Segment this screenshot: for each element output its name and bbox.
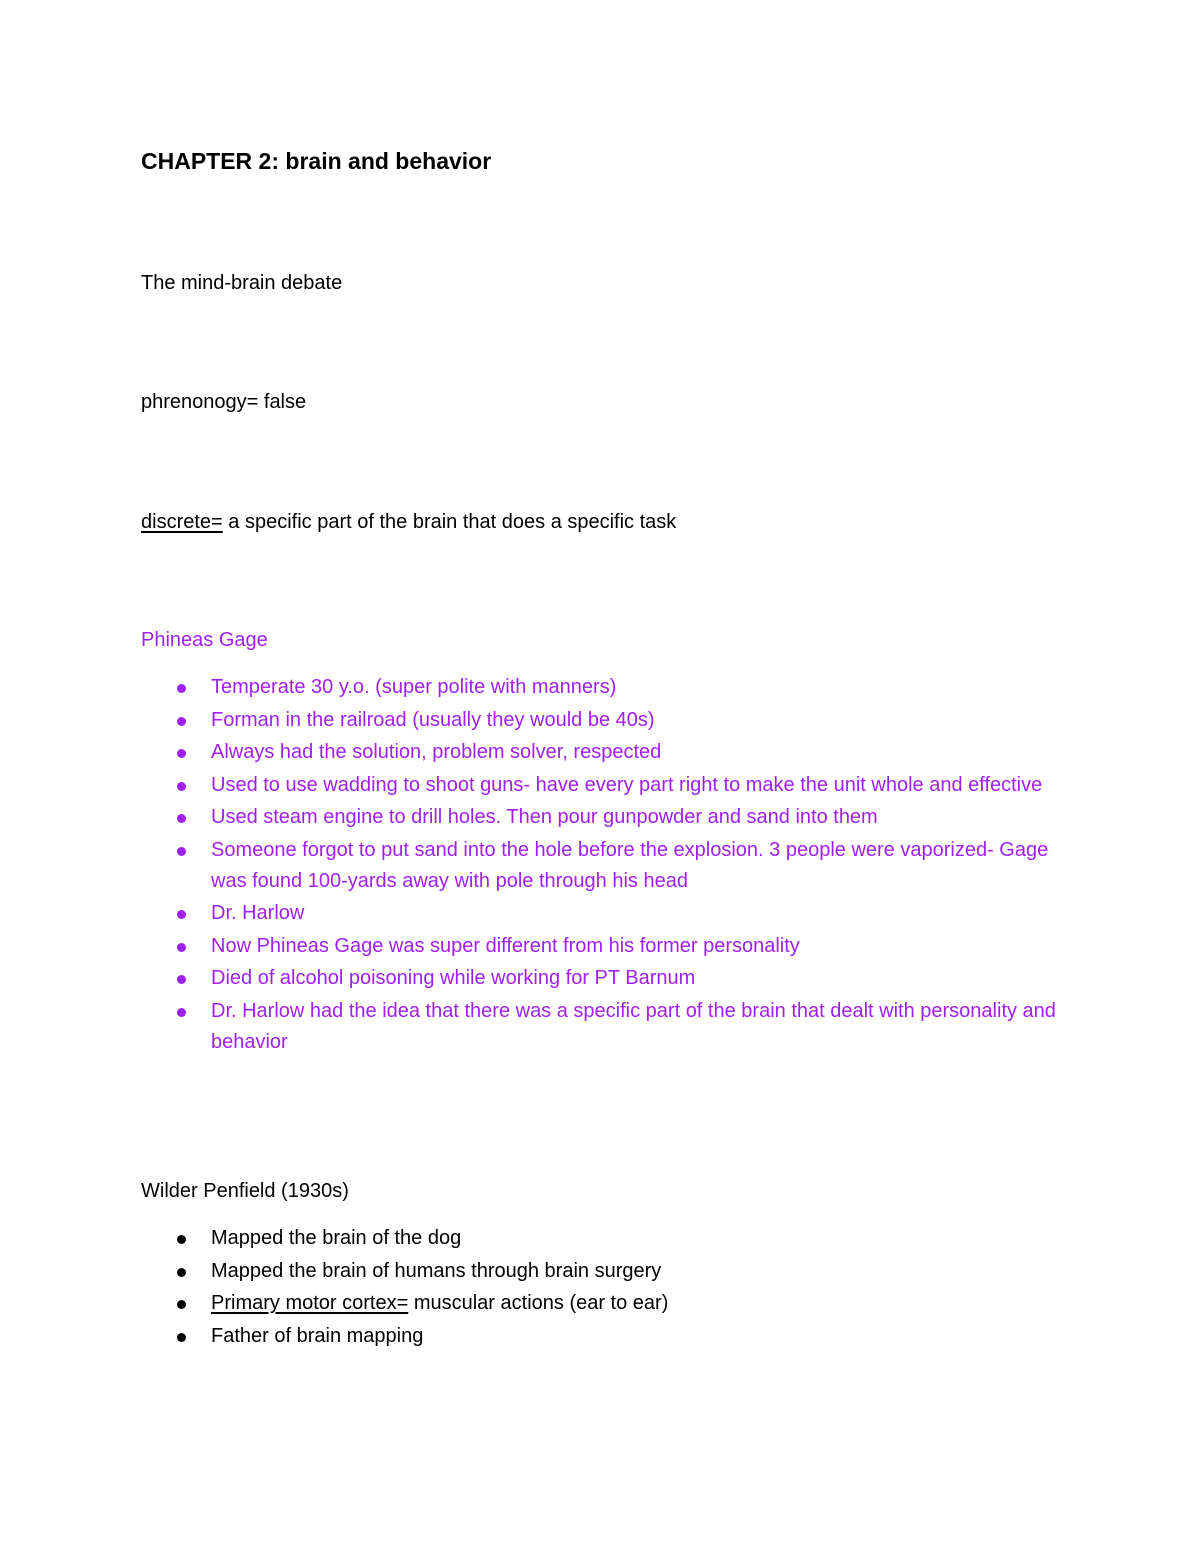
list-item-text: Died of alcohol poisoning while working for PT Barnum (211, 967, 696, 989)
bullet-icon (177, 717, 186, 726)
list-item (141, 802, 1061, 833)
list-item (141, 1256, 1061, 1287)
bullet-icon (177, 1235, 186, 1244)
list-item (141, 931, 1061, 962)
list-item (141, 963, 1061, 994)
bullet-icon (177, 1008, 186, 1017)
list-item (141, 835, 1061, 897)
list-item-text: Forman in the railroad (usually they would be 40s) (211, 708, 655, 731)
list-item-text: Mapped the brain of humans through brain surgery (211, 1259, 662, 1282)
discrete-definition: a specific part of the brain that does a specific task (222, 511, 677, 533)
bullet-icon (177, 847, 186, 856)
bullet-icon (177, 1333, 186, 1342)
bullet-icon (177, 1268, 186, 1277)
list-item (141, 1288, 1061, 1319)
phineas-gage-heading: Phineas Gage (141, 629, 268, 651)
list-item (141, 996, 1061, 1058)
phineas-gage-list (141, 672, 1061, 1059)
discrete-line (141, 508, 676, 536)
list-item (141, 1223, 1061, 1254)
bullet-icon (177, 814, 186, 823)
list-item (141, 672, 1061, 703)
bullet-icon (177, 782, 186, 791)
list-item-text: Dr. Harlow (211, 902, 305, 924)
list-item-text: Someone forgot to put sand into the hole before the explosion. 3 people were vaporized- Gage was found 100-yards away with pole through his head (211, 838, 1049, 892)
list-item (141, 770, 1061, 801)
list-item (141, 1321, 1061, 1352)
bullet-icon (177, 749, 186, 758)
discrete-term: discrete= (141, 511, 223, 533)
bullet-icon (177, 910, 186, 919)
list-item-text: Always had the solution, problem solver, respected (211, 741, 662, 763)
list-item-text: Used to use wadding to shoot guns- have every part right to make the unit whole and effective (211, 773, 1043, 796)
list-item-text: Now Phineas Gage was super different from his former personality (211, 934, 800, 957)
bullet-icon (177, 943, 186, 952)
list-item-text: Dr. Harlow had the idea that there was a specific part of the brain that dealt with personality and behavior (211, 999, 1056, 1053)
list-item-text: Mapped the brain of the dog (211, 1227, 462, 1249)
bullet-icon (177, 1300, 186, 1309)
wilder-penfield-heading: Wilder Penfield (1930s) (141, 1180, 349, 1202)
primary-motor-cortex-term: Primary motor cortex= (211, 1292, 409, 1314)
list-item (141, 705, 1061, 736)
list-item-text: muscular actions (ear to ear) (408, 1292, 669, 1314)
list-item-text: Used steam engine to drill holes. Then pour gunpowder and sand into them (211, 806, 878, 828)
list-item-text: Father of brain mapping (211, 1324, 424, 1347)
bullet-icon (177, 975, 186, 984)
mind-brain-heading: The mind-brain debate (141, 272, 343, 294)
wilder-penfield-list (141, 1223, 1061, 1353)
list-item (141, 898, 1061, 929)
chapter-title: CHAPTER 2: brain and behavior (141, 148, 492, 174)
list-item (141, 737, 1061, 768)
phrenology-line: phrenonogy= false (141, 391, 307, 413)
bullet-icon (177, 684, 186, 693)
list-item-text: Temperate 30 y.o. (super polite with manners) (211, 676, 617, 698)
